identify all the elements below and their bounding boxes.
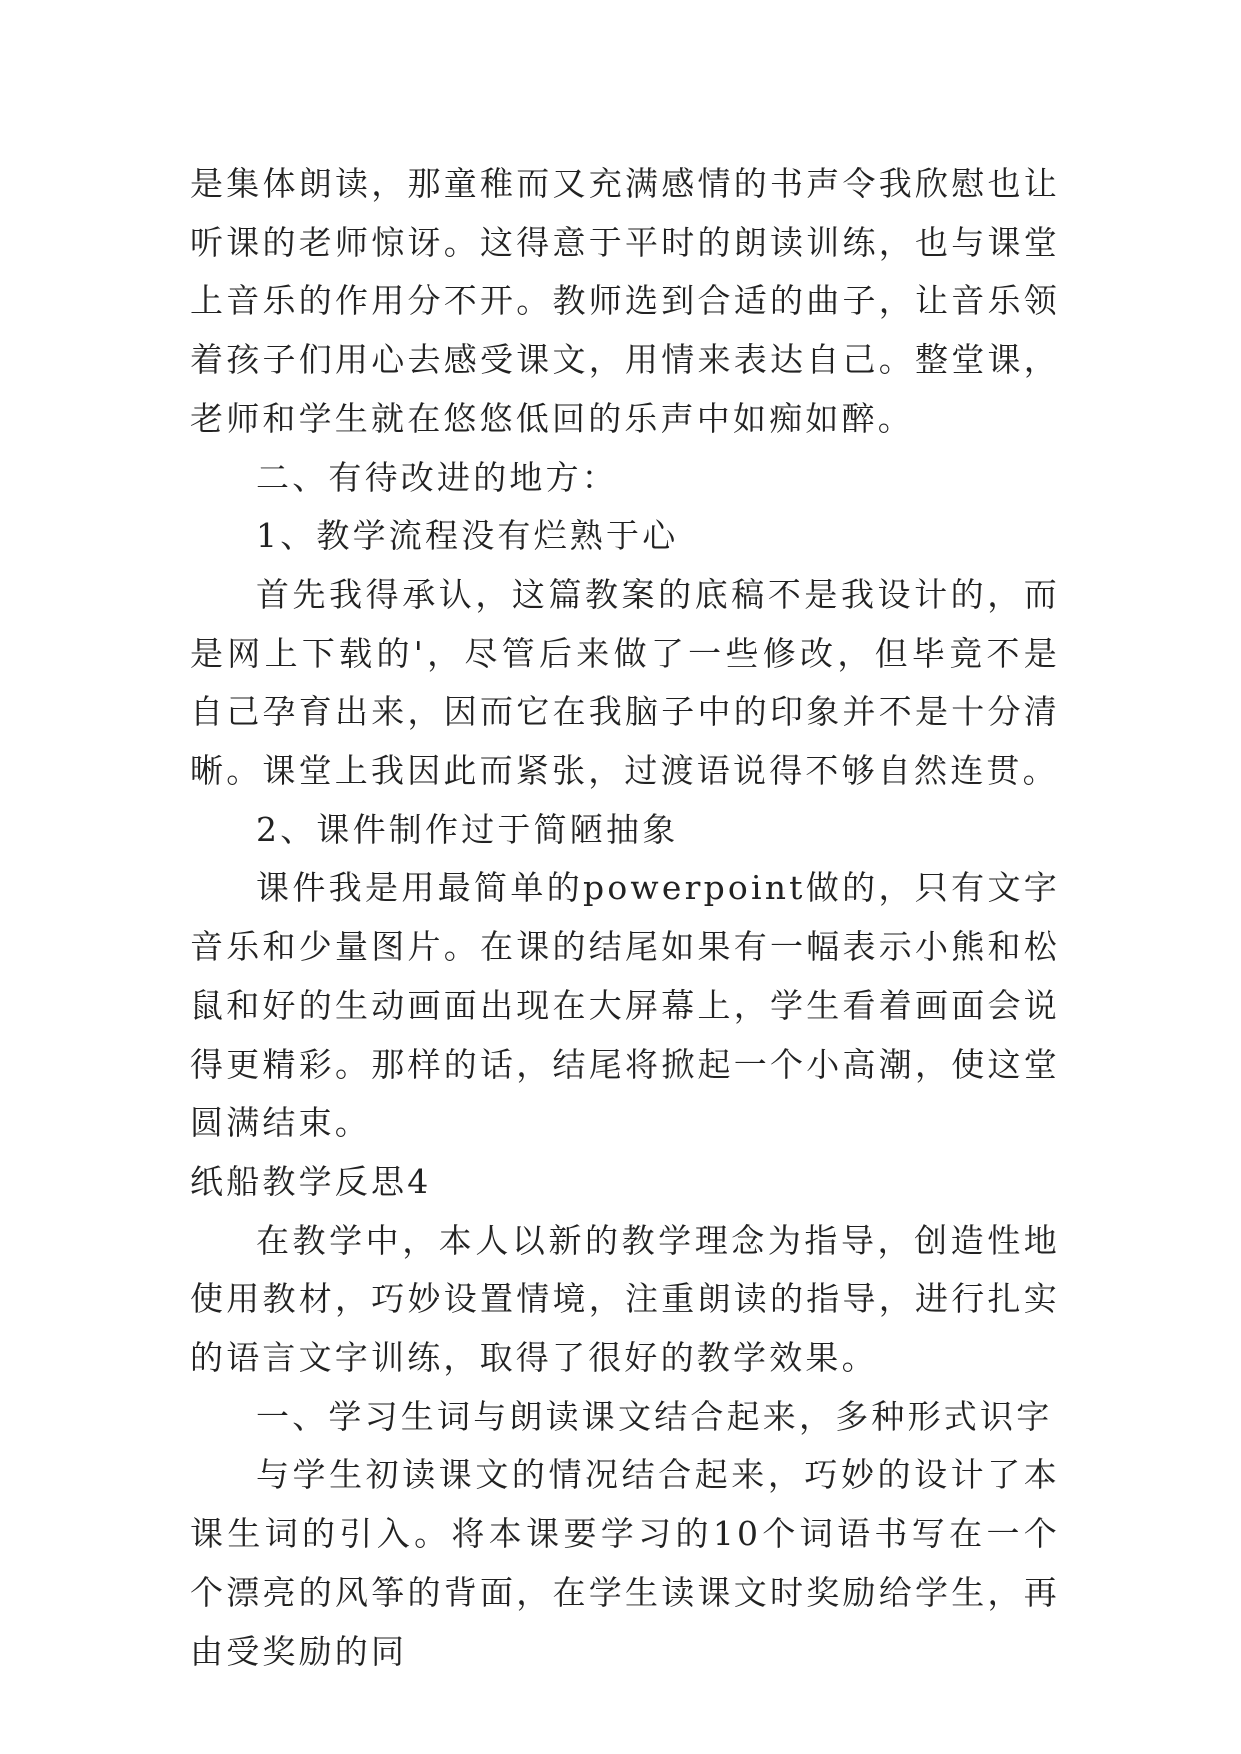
paragraph-courseware: 课件我是用最简单的powerpoint做的，只有文字音乐和少量图片。在课的结尾如果有一幅表示小熊和松鼠和好的生动画面出现在大屏幕上，学生看着画面会说得更精彩。那样的话，结尾将掀起一个小高潮，使这堂圆满结束。 (190, 868, 1060, 1143)
section-heading-vocabulary: 一、学习生词与朗读课文结合起来，多种形式识字 (256, 1396, 1053, 1436)
subheading-teaching-process: 1、教学流程没有烂熟于心 (256, 516, 679, 556)
paragraph-vocabulary: 与学生初读课文的情况结合起来，巧妙的设计了本课生词的引入。将本课要学习的10个词语书写在一个个漂亮的风筝的背面，在学生读课文时奖励给学生，再由受奖励的同 (190, 1455, 1060, 1671)
paragraph-continuation: 是集体朗读，那童稚而又充满感情的书声令我欣慰也让听课的老师惊讶。这得意于平时的朗读训练，也与课堂上音乐的作用分不开。教师选到合适的曲子，让音乐领着孩子们用心去感受课文，用情来表达自己。整堂课，老师和学生就在悠悠低回的乐声中如痴如醉。 (190, 164, 1060, 438)
subheading-courseware: 2、课件制作过于简陋抽象 (256, 809, 679, 849)
document-body (190, 155, 1060, 1681)
paragraph-teaching-intro: 在教学中，本人以新的教学理念为指导，创造性地使用教材，巧妙设置情境，注重朗读的指导，进行扎实的语言文字训练，取得了很好的教学效果。 (190, 1220, 1060, 1378)
paragraph-lesson-plan: 首先我得承认，这篇教案的底稿不是我设计的，而是网上下载的'，尽管后来做了一些修改，但毕竟不是自己孕育出来，因而它在我脑子中的印象并不是十分清晰。课堂上我因此而紧张，过渡语说得不够自然连贯。 (190, 574, 1060, 791)
section-title-reflection-4: 纸船教学反思4 (190, 1161, 432, 1201)
section-heading-improvements: 二、有待改进的地方： (256, 457, 618, 497)
